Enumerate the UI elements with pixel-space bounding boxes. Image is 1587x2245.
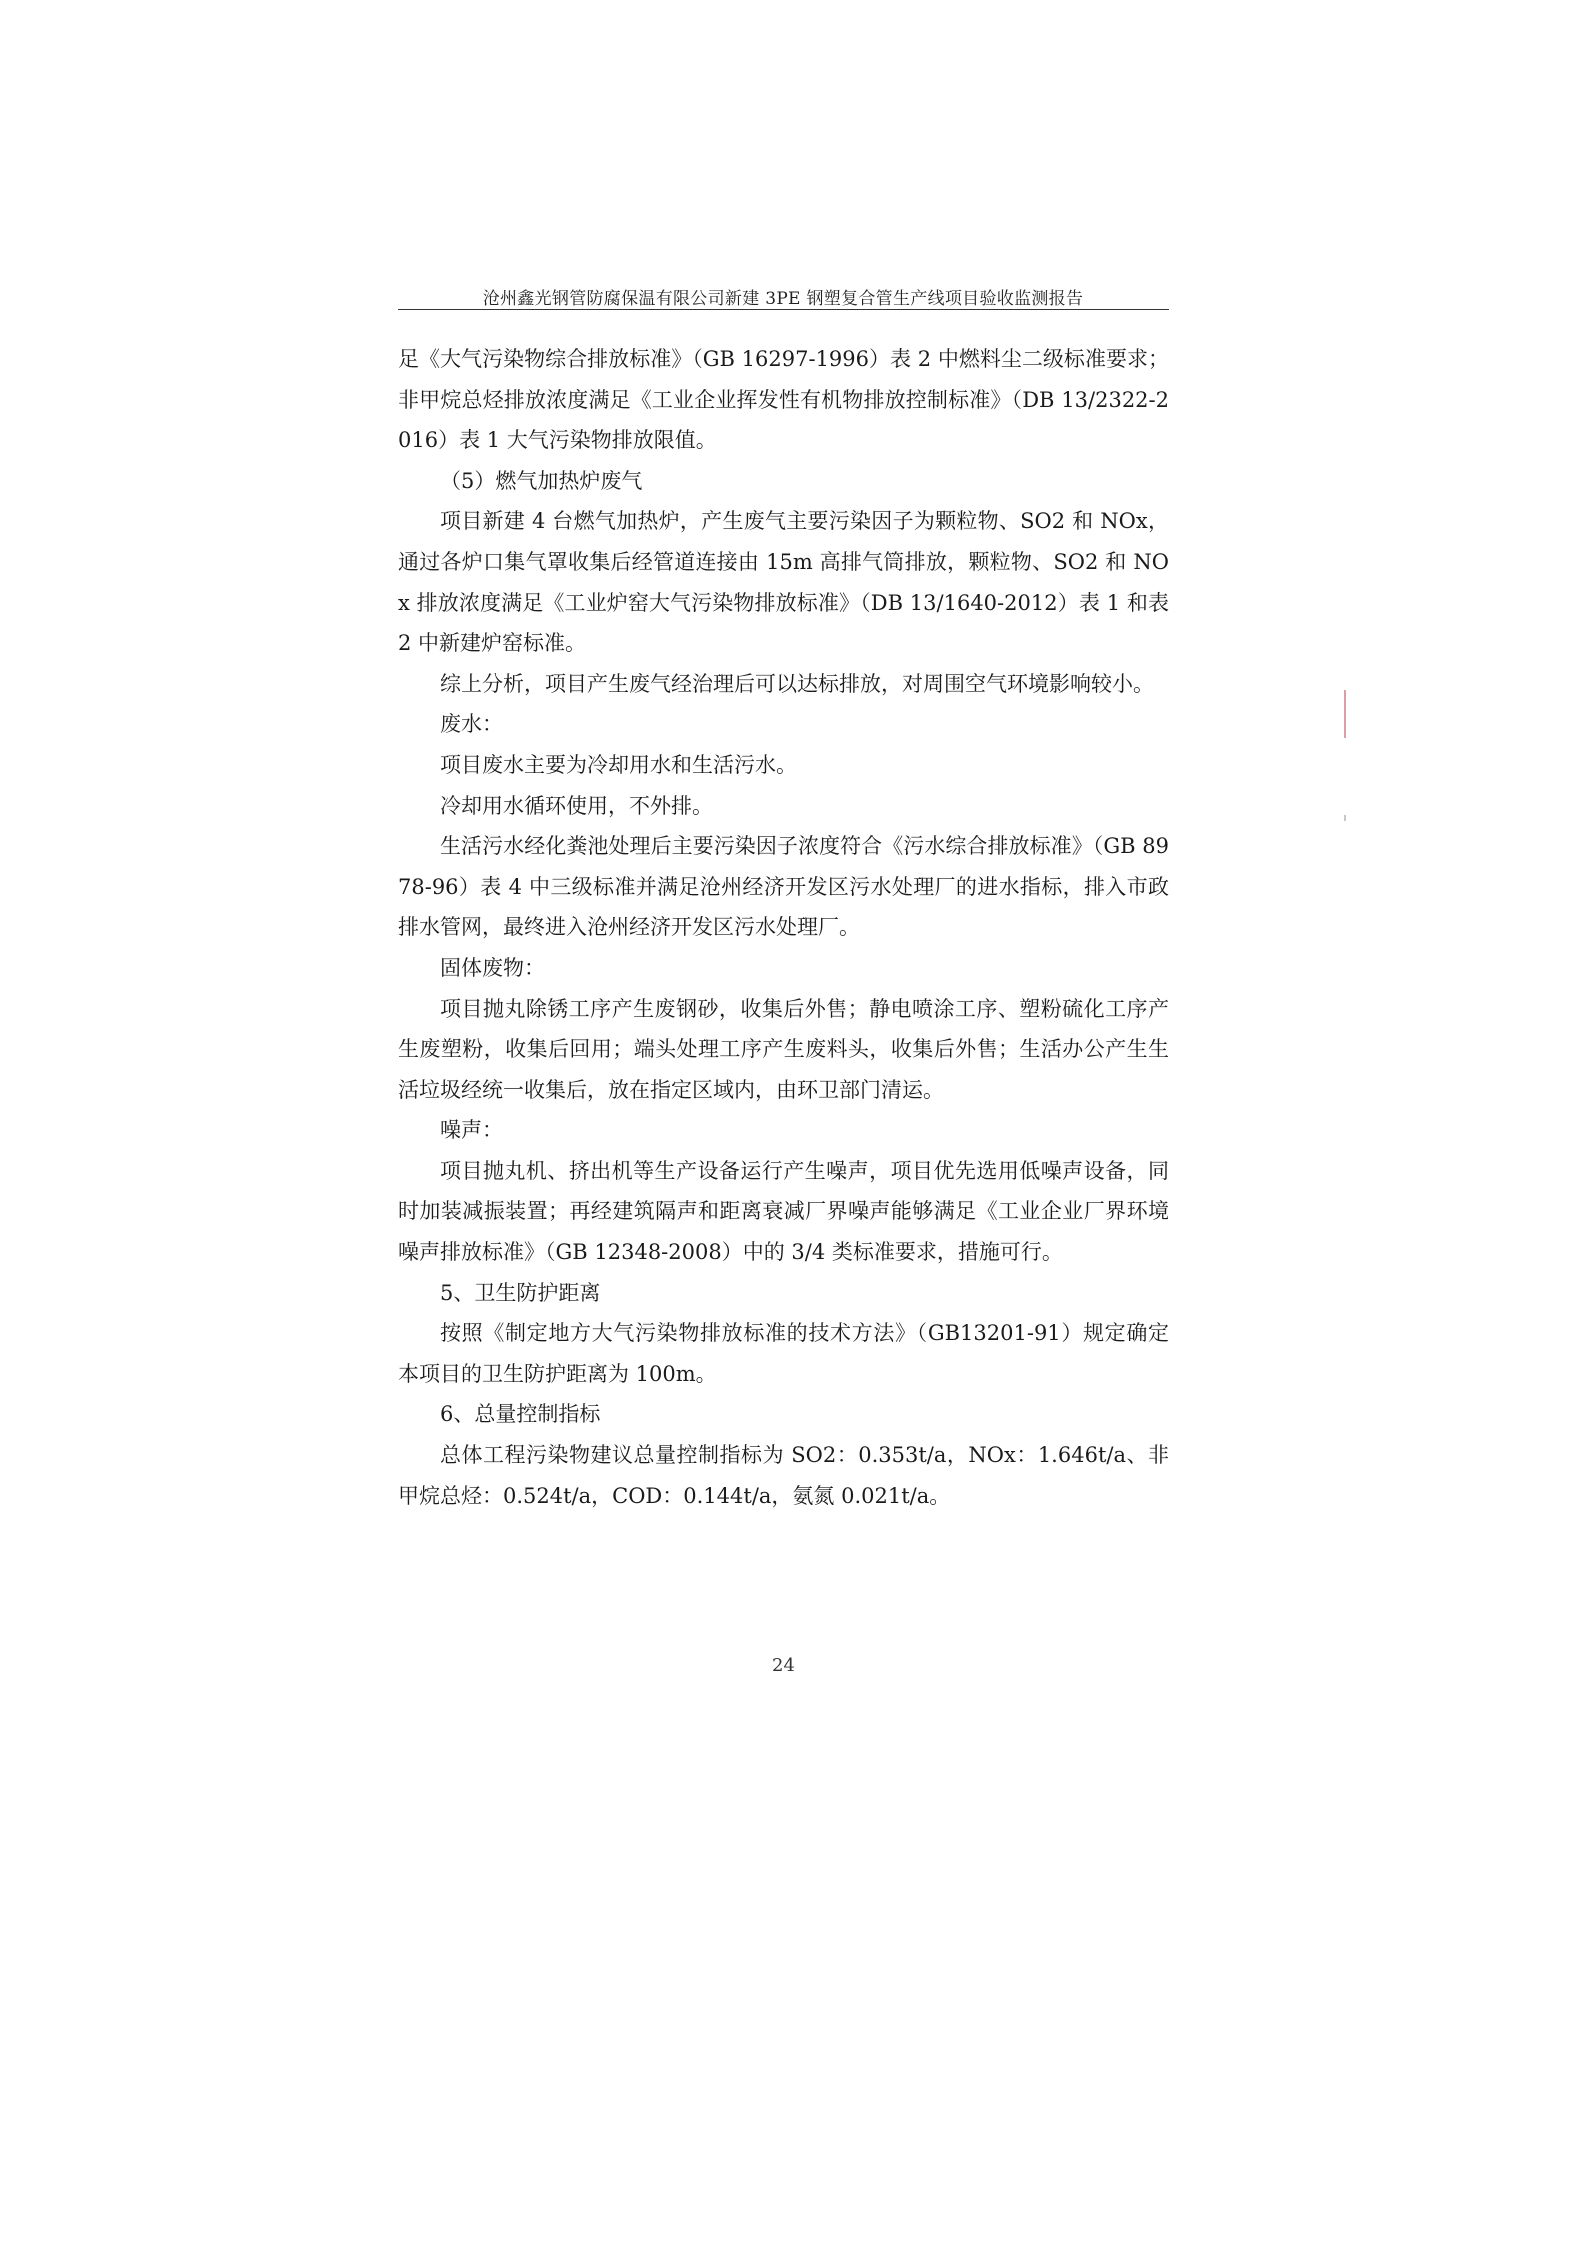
paragraph: 项目废水主要为冷却用水和生活污水。 [440, 752, 797, 777]
body-text [398, 339, 1169, 1516]
section-label: 噪声： [440, 1118, 503, 1143]
section-heading: 6、总量控制指标 [440, 1402, 601, 1427]
header-divider [398, 309, 1169, 310]
paragraph: 总体工程污染物建议总量控制指标为 SO2：0.353t/a，NOx：1.646t/a、非甲烷总烃：0.524t/a，COD：0.144t/a，氨氮 0.021t/a。 [398, 1443, 1169, 1508]
paragraph: 综上分析，项目产生废气经治理后可以达标排放，对周围空气环境影响较小。 [440, 671, 1154, 696]
paragraph: 项目新建 4 台燃气加热炉，产生废气主要污染因子为颗粒物、SO2 和 NOx，通过各炉口集气罩收集后经管道连接由 15m 高排气筒排放，颗粒物、SO2 和 NOx 排放浓度满足《工业炉窑大气污染物排放标准》（DB 13/1640-2012）表 1 和表 2 中新建炉窑标准。 [398, 509, 1169, 656]
scan-artifact [1344, 815, 1346, 821]
page-header: 沧州鑫光钢管防腐保温有限公司新建 3PE 钢塑复合管生产线项目验收监测报告 [482, 289, 1084, 309]
page-number: 24 [772, 1655, 795, 1676]
section-label: 废水： [440, 712, 503, 737]
paragraph: 生活污水经化粪池处理后主要污染因子浓度符合《污水综合排放标准》（GB 8978-96）表 4 中三级标准并满足沧州经济开发区污水处理厂的进水指标，排入市政排水管网，最终进入沧州经济开发区污水处理厂。 [398, 834, 1169, 940]
section-heading: 5、卫生防护距离 [440, 1280, 601, 1305]
paragraph: 项目抛丸机、挤出机等生产设备运行产生噪声，项目优先选用低噪声设备，同时加装减振装置；再经建筑隔声和距离衰减厂界噪声能够满足《工业企业厂界环境噪声排放标准》（GB 12348-2008）中的 3/4 类标准要求，措施可行。 [398, 1158, 1169, 1265]
paragraph: 足《大气污染物综合排放标准》（GB 16297-1996）表 2 中燃料尘二级标准要求；非甲烷总烃排放浓度满足《工业企业挥发性有机物排放控制标准》（DB 13/2322-2016）表 1 大气污染物排放限值。 [398, 347, 1169, 453]
section-label: 固体废物： [440, 955, 545, 980]
paragraph: 按照《制定地方大气污染物排放标准的技术方法》（GB13201-91）规定确定本项目的卫生防护距离为 100m。 [398, 1321, 1169, 1386]
paragraph: （5）燃气加热炉废气 [440, 468, 643, 493]
paragraph: 冷却用水循环使用，不外排。 [440, 793, 713, 818]
paragraph: 项目抛丸除锈工序产生废钢砂，收集后外售；静电喷涂工序、塑粉硫化工序产生废塑粉，收集后回用；端头处理工序产生废料头，收集后外售；生活办公产生生活垃圾经统一收集后，放在指定区域内，由环卫部门清运。 [398, 996, 1169, 1102]
scan-artifact [1344, 690, 1346, 738]
